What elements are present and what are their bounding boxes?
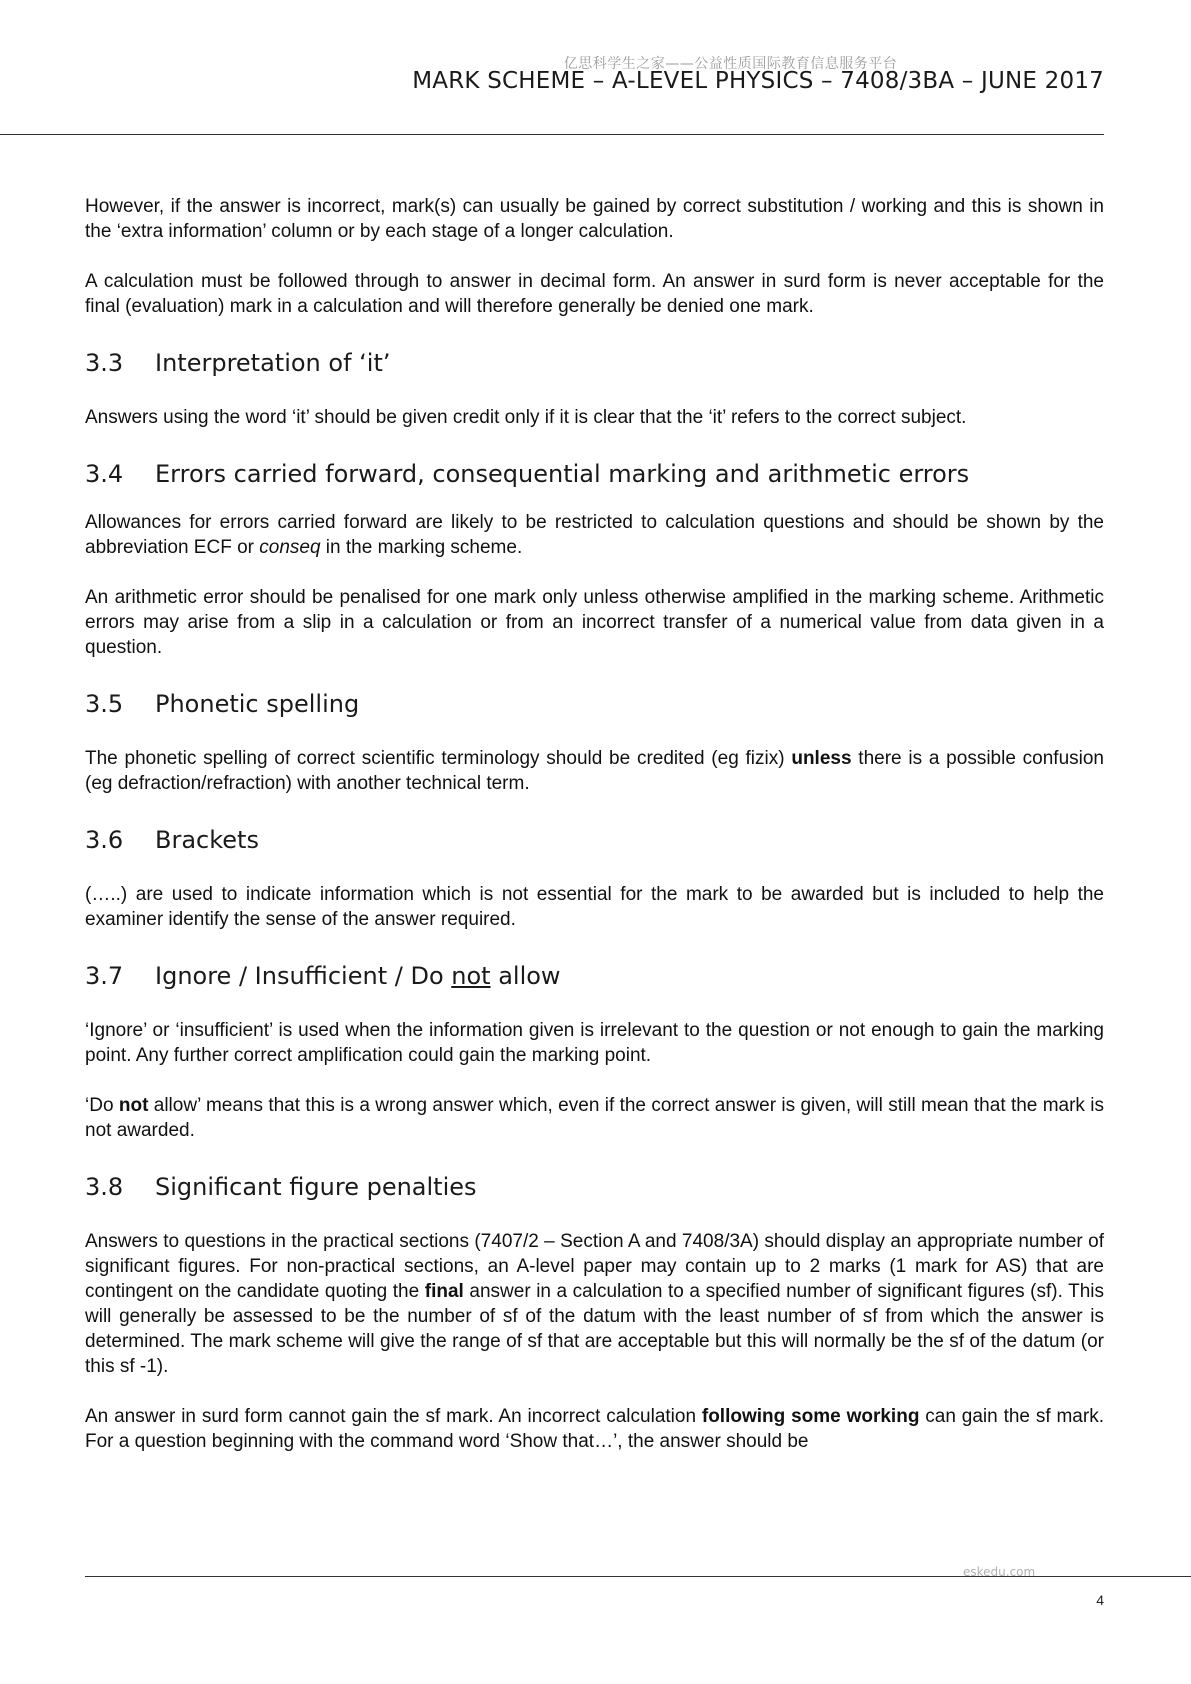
section-title: Errors carried forward, consequential marking and arithmetic errors: [155, 460, 970, 488]
footer-divider: [85, 1576, 1191, 1577]
section-3-7-paragraph-2: [85, 1093, 1104, 1143]
section-heading-3-8: [85, 1173, 1104, 1201]
header-divider: [0, 134, 1104, 135]
header-watermark: 亿思科学生之家——公益性质国际教育信息服务平台: [563, 56, 898, 72]
section-number: 3.6: [85, 826, 124, 854]
section-heading-3-4: [85, 460, 1104, 488]
section-title: Phonetic spelling: [155, 690, 360, 718]
text-run: The phonetic spelling of correct scientific terminology should be credited (eg fizix): [85, 748, 792, 769]
bold-term: following some working: [701, 1406, 920, 1427]
section-3-4-paragraph-1: [85, 510, 1104, 560]
text-run: Allowances for errors carried forward are likely to be restricted to calculation questions and should be shown by the abbreviation ECF or: [85, 512, 1104, 558]
section-title: Brackets: [155, 826, 259, 854]
section-3-5-paragraph: [85, 746, 1104, 796]
section-3-8-paragraph-1: [85, 1229, 1104, 1379]
text-run: in the marking scheme.: [320, 537, 523, 558]
footer-watermark: eskedu.com: [963, 1565, 1036, 1579]
section-title: Significant figure penalties: [155, 1173, 477, 1201]
bold-term: not: [118, 1095, 149, 1116]
section-3-7-paragraph-1: ‘Ignore’ or ‘insufficient’ is used when the information given is irrelevant to the question or not enough to gain the marking point. Any further correct amplification could gain the marking point.: [85, 1020, 1104, 1066]
section-number: 3.8: [85, 1173, 124, 1201]
section-number: 3.4: [85, 460, 124, 488]
text-run: allow’ means that this is a wrong answer which, even if the correct answer is given, will still mean that the mark is not awarded.: [85, 1095, 1105, 1141]
text-run: allow: [490, 962, 561, 990]
section-heading-3-5: [85, 690, 1104, 718]
text-run: Ignore / Insufficient / Do: [155, 962, 452, 990]
section-title: Interpretation of ‘it’: [155, 349, 391, 377]
page-header: [0, 0, 1191, 140]
bold-term: unless: [791, 748, 852, 769]
section-number: 3.5: [85, 690, 124, 718]
section-heading-3-6: [85, 826, 1104, 854]
section-3-8-paragraph-2: [85, 1404, 1104, 1454]
text-run: can gain the sf mark. For a question beginning with the command word ‘Show that…’, the answer should be: [85, 1406, 1104, 1452]
section-3-6-paragraph: (…..) are used to indicate information which is not essential for the mark to be awarded but is included to help the examiner identify the sense of the answer required.: [85, 884, 1104, 930]
section-heading-3-7: [85, 962, 1104, 990]
section-title: [155, 962, 561, 990]
intro-paragraph-2: A calculation must be followed through to answer in decimal form. An answer in surd form is never acceptable for the final (evaluation) mark in a calculation and will therefore generally be denied one mark.: [85, 271, 1104, 317]
text-run: An answer in surd form cannot gain the sf mark. An incorrect calculation: [85, 1406, 702, 1427]
bold-term: final: [424, 1281, 464, 1302]
intro-paragraph-1: However, if the answer is incorrect, mark(s) can usually be gained by correct substitution / working and this is shown in the ‘extra information’ column or by each stage of a longer calculation.: [85, 196, 1104, 242]
underlined-term: not: [451, 962, 491, 990]
text-run: ‘Do: [85, 1095, 119, 1116]
text-run: there is a possible confusion (eg defraction/refraction) with another technical term.: [85, 748, 1104, 794]
header-title: MARK SCHEME – A-LEVEL PHYSICS – 7408/3BA – JUNE 2017: [412, 68, 1104, 94]
italic-term: conseq: [259, 537, 321, 558]
page-content: [85, 194, 1104, 1479]
section-number: 3.7: [85, 962, 124, 990]
section-3-3-paragraph: Answers using the word ‘it’ should be given credit only if it is clear that the ‘it’ refers to the correct subject.: [85, 407, 967, 428]
text-run: answer in a calculation to a specified number of significant figures (sf). This will generally be assessed to be the number of sf of the datum with the least number of sf from which the answer is determined. The mark scheme will give the range of sf that are acceptable but this will normally be the sf of the datum (or this sf -1).: [85, 1281, 1104, 1377]
section-heading-3-3: [85, 349, 1104, 377]
page-number: 4: [1096, 1592, 1104, 1608]
section-number: 3.3: [85, 349, 124, 377]
text-run: Answers to questions in the practical sections (7407/2 – Section A and 7408/3A) should display an appropriate number of significant figures. For non-practical sections, an A-level paper may contain up to 2 marks (1 mark for AS) that are contingent on the candidate quoting the: [85, 1231, 1104, 1302]
section-3-4-paragraph-2: An arithmetic error should be penalised for one mark only unless otherwise amplified in the marking scheme. Arithmetic errors may arise from a slip in a calculation or from an incorrect transfer of a numerical value from data given in a question.: [85, 587, 1104, 658]
